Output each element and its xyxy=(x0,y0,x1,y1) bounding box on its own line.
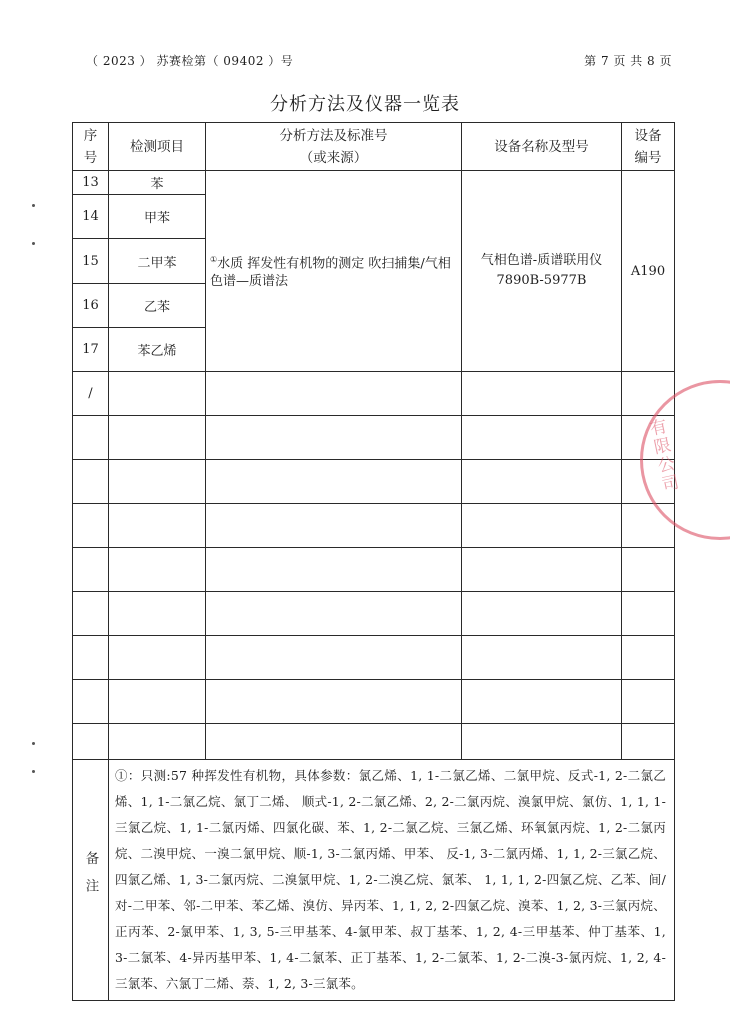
col-header-equip-no: 设备编号 xyxy=(622,123,675,171)
empty-cell xyxy=(622,636,675,680)
row-item: 甲苯 xyxy=(109,195,206,239)
empty-cell xyxy=(206,636,462,680)
empty-cell xyxy=(462,636,622,680)
equip-no-cell: A190 xyxy=(622,171,675,372)
row-item: 乙苯 xyxy=(109,284,206,328)
empty-cell xyxy=(109,680,206,724)
row-item: 苯乙烯 xyxy=(109,328,206,372)
row-seq: 15 xyxy=(73,239,109,284)
empty-cell xyxy=(109,416,206,460)
instrument-model: 7890B-5977B xyxy=(496,273,587,288)
row-item: 二甲苯 xyxy=(109,239,206,284)
empty-cell xyxy=(206,416,462,460)
empty-cell xyxy=(73,504,109,548)
empty-cell xyxy=(206,724,462,760)
method-text: 水质 挥发性有机物的测定 吹扫捕集/气相色谱—质谱法 xyxy=(210,256,451,290)
notes-label-cell xyxy=(73,760,109,1001)
row-item: 苯 xyxy=(109,171,206,195)
empty-cell xyxy=(206,548,462,592)
col-header-method xyxy=(206,123,462,171)
document-title: 分析方法及仪器一览表 xyxy=(270,94,460,115)
empty-cell xyxy=(462,724,622,760)
table-row-slash xyxy=(73,372,675,416)
empty-cell xyxy=(462,504,622,548)
instrument-cell xyxy=(462,171,622,372)
empty-cell xyxy=(462,592,622,636)
col-header-instrument: 设备名称及型号 xyxy=(462,123,622,171)
analysis-methods-table xyxy=(72,122,675,1001)
page-indicator: 第 7 页 共 8 页 xyxy=(584,54,672,68)
row-slash: / xyxy=(73,372,109,416)
empty-cell xyxy=(109,592,206,636)
empty-cell xyxy=(109,724,206,760)
margin-mark xyxy=(32,242,35,245)
margin-mark xyxy=(32,204,35,207)
margin-mark xyxy=(32,742,35,745)
col-header-method-line1: 分析方法及标准号 xyxy=(279,127,388,144)
table-row xyxy=(73,171,675,195)
table-row-empty xyxy=(73,460,675,504)
notes-text: ①：只测:57 种挥发性有机物，具体参数：氯乙烯、1, 1-二氯乙烯、二氯甲烷、反式-1, 2-二氯乙烯、1, 1-二氯乙烷、氯丁二烯、 顺式-1, 2-二氯乙烯、2, 2-二氯丙烷、溴氯甲烷、氯仿、1, 1, 1-三氯乙烷、1, 1-二氯丙烯、四氯化碳、苯、1, 2-二氯乙烷、三氯乙烯、环氧氯丙烷、1, 2-二氯丙烷、二溴甲烷、一溴二氯甲烷、顺-1, 3-二氯丙烯、甲苯、 反-1, 3-二氯丙烯、1, 1, 2-三氯乙烷、四氯乙烯、1, 3-二氯丙烷、二溴氯甲烷、1, 2-二溴乙烷、氯苯、 1, 1, 1, 2-四氯乙烷、乙苯、间/对-二甲苯、邻-二甲苯、苯乙烯、溴仿、异丙苯、1, 1, 2, 2-四氯乙烷、溴苯、1, 2, 3-三氯丙烷、正丙苯、2-氯甲苯、1, 3, 5-三甲基苯、4-氯甲苯、叔丁基苯、1, 2, 4-三甲基苯、仲丁基苯、1, 3-二氯苯、4-异丙基甲苯、1, 4-二氯苯、正丁基苯、1, 2-二氯苯、1, 2-二溴-3-氯丙烷、1, 2, 4-三氯苯、六氯丁二烯、萘、1, 2, 3-三氯苯。 xyxy=(109,760,675,1001)
instrument-name: 气相色谱-质谱联用仪 xyxy=(480,253,603,268)
empty-cell xyxy=(73,636,109,680)
method-footnote-mark: ① xyxy=(210,254,218,264)
empty-cell xyxy=(73,460,109,504)
table-row-empty xyxy=(73,724,675,760)
empty-cell xyxy=(462,416,622,460)
empty-cell xyxy=(206,372,462,416)
row-seq: 14 xyxy=(73,195,109,239)
empty-cell xyxy=(73,680,109,724)
header-row xyxy=(73,123,675,171)
table-row-empty xyxy=(73,416,675,460)
empty-cell xyxy=(622,680,675,724)
row-seq: 16 xyxy=(73,284,109,328)
empty-cell xyxy=(109,504,206,548)
empty-cell xyxy=(206,504,462,548)
empty-cell xyxy=(73,592,109,636)
empty-cell xyxy=(109,460,206,504)
row-seq: 17 xyxy=(73,328,109,372)
method-cell xyxy=(206,171,462,372)
margin-mark xyxy=(32,770,35,773)
empty-cell xyxy=(622,592,675,636)
empty-cell xyxy=(206,680,462,724)
empty-cell xyxy=(622,548,675,592)
empty-cell xyxy=(462,680,622,724)
empty-cell xyxy=(109,548,206,592)
empty-cell xyxy=(622,724,675,760)
col-header-item: 检测项目 xyxy=(109,123,206,171)
notes-row xyxy=(73,760,675,1001)
empty-cell xyxy=(206,592,462,636)
empty-cell xyxy=(462,548,622,592)
table-row-empty xyxy=(73,680,675,724)
row-seq: 13 xyxy=(73,171,109,195)
table-row-empty xyxy=(73,636,675,680)
empty-cell xyxy=(462,460,622,504)
notes-label: 备注 xyxy=(82,850,99,906)
col-header-seq: 序号 xyxy=(73,123,109,171)
empty-cell xyxy=(109,372,206,416)
empty-cell xyxy=(73,548,109,592)
table-row-empty xyxy=(73,548,675,592)
company-seal-text: 有限公司 xyxy=(644,416,680,496)
report-number: （ 2023 ） 苏赛检第（ 09402 ）号 xyxy=(86,54,294,68)
empty-cell xyxy=(73,724,109,760)
col-header-method-line2: （或来源） xyxy=(299,149,368,166)
empty-cell xyxy=(206,460,462,504)
empty-cell xyxy=(462,372,622,416)
empty-cell xyxy=(109,636,206,680)
empty-cell xyxy=(73,416,109,460)
table-row-empty xyxy=(73,504,675,548)
table-row-empty xyxy=(73,592,675,636)
